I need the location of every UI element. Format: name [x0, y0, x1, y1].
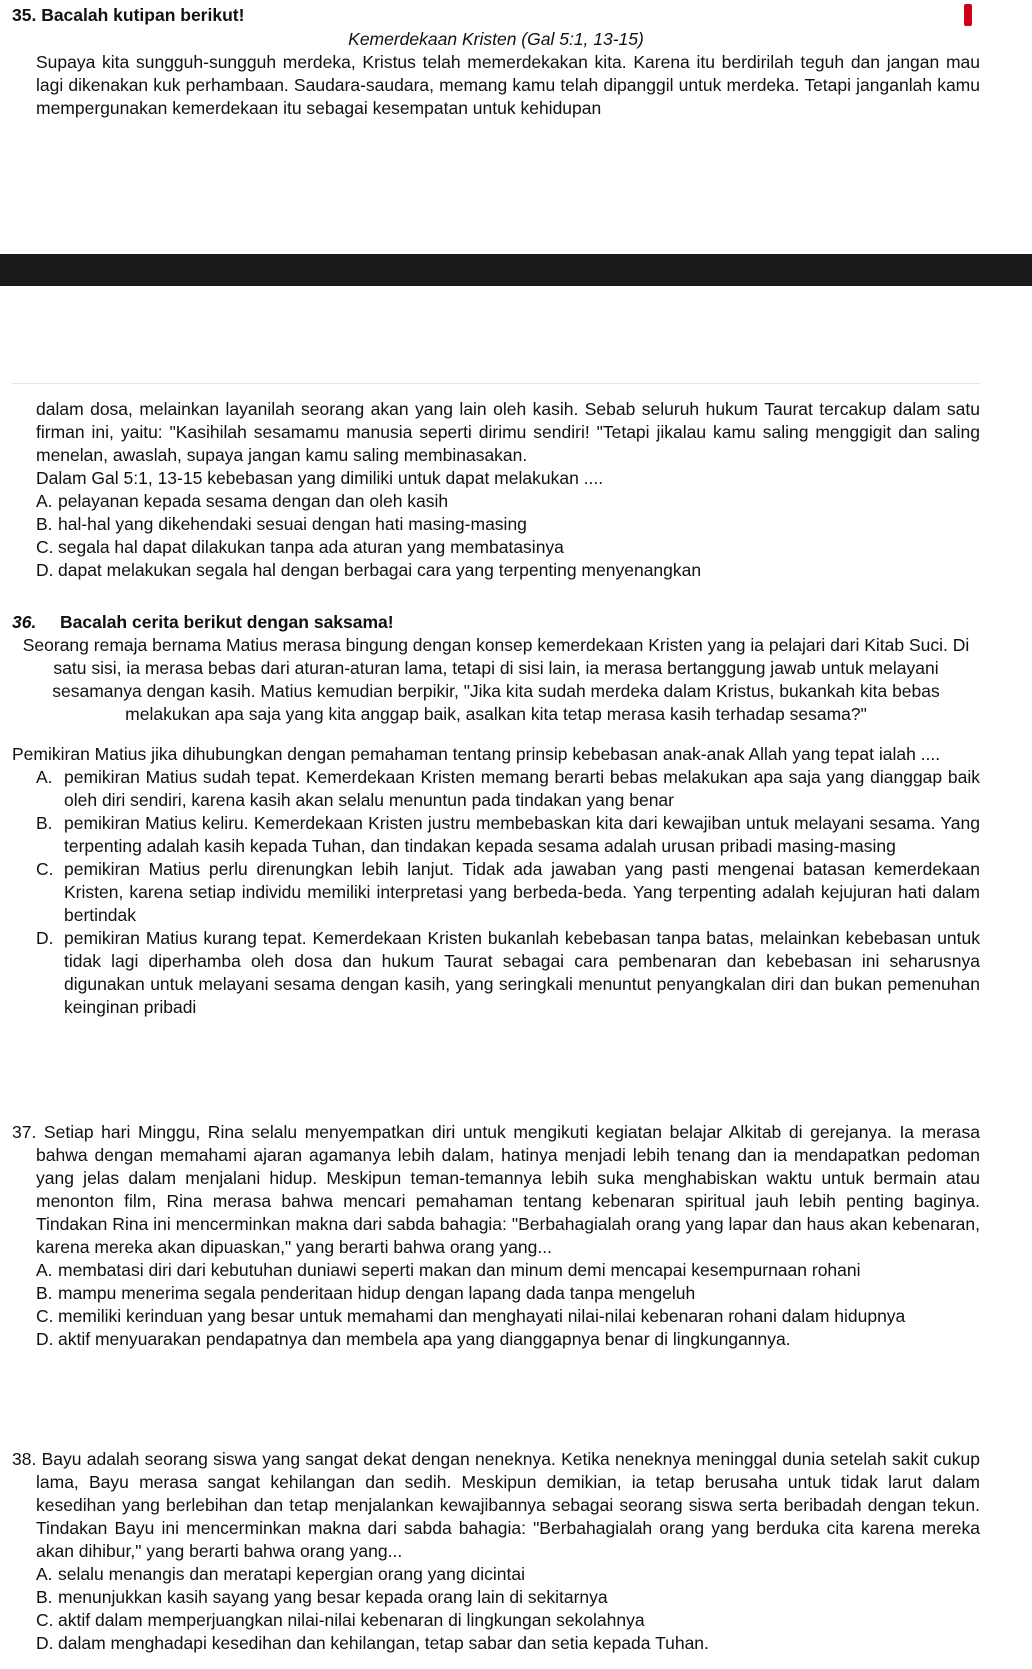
- story-matius: Seorang remaja bernama Matius merasa bingung dengan konsep kemerdekaan Kristen yang ia pelajari dari Kitab Suci. Di satu sisi, ia merasa bebas dari aturan-aturan lama, tetapi di sisi lain, ia merasa bertanggung jawab untuk melayani sesamanya dengan kasih. Matius kemudian berpikir, "Jika kita sudah merdeka dalam Kristus, bukankah kita bebas melakukan apa saja yang kita anggap baik, asalkan kita tetap merasa kasih terhadap sesama?": [22, 635, 970, 724]
- page-break-bar: [0, 254, 1032, 286]
- question-36: [12, 611, 980, 1019]
- option-text: menunjukkan kasih sayang yang besar kepada orang lain di sekitarnya: [58, 1587, 608, 1607]
- passage-title: Kemerdekaan Kristen (Gal 5:1, 13-15): [348, 29, 644, 49]
- q35-option-a[interactable]: [12, 490, 980, 513]
- passage-bottom: dalam dosa, melainkan layanilah seorang akan yang lain oleh kasih. Sebab seluruh hukum Taurat tercakup dalam satu firman ini, yaitu: "Kasihilah sesamamu manusia seperti dirimu sendiri! "Tetapi jikalau kamu saling menggigit dan saling menelan, awaslah, supaya jangan kamu saling membinasakan.: [36, 399, 980, 465]
- q35-option-b[interactable]: [12, 513, 980, 536]
- option-text: aktif dalam memperjuangkan nilai-nilai kebenaran di lingkungan sekolahnya: [58, 1610, 645, 1630]
- option-text: pemikiran Matius keliru. Kemerdekaan Kristen justru membebaskan kita dari kewajiban untuk melayani sesama. Yang terpenting adalah kasih kepada Tuhan, dan tindakan kepada sesama adalah urusan pribadi masing-masing: [64, 813, 980, 856]
- option-label: C.: [36, 859, 54, 879]
- q37-option-a[interactable]: [12, 1259, 980, 1282]
- q35-option-c[interactable]: [12, 536, 980, 559]
- option-label: C.: [36, 1306, 54, 1326]
- option-label: B.: [36, 1587, 53, 1607]
- passage-top: Supaya kita sungguh-sungguh merdeka, Kristus telah memerdekakan kita. Karena itu berdirilah teguh dan jangan mau lagi dikenakan kuk perhambaan. Saudara-saudara, memang kamu telah dipanggil untuk merdeka. Tetapi janganlah kamu mempergunakan kemerdekaan itu sebagai kesempatan untuk kehidupan: [36, 52, 980, 118]
- q36-option-b[interactable]: [12, 812, 980, 858]
- option-text: pemikiran Matius sudah tepat. Kemerdekaan Kristen memang berarti bebas melakukan apa saja yang dianggap baik oleh diri sendiri, karena kasih akan selalu menuntun pada tindakan yang benar: [64, 767, 980, 810]
- question-37-stem: 37. Setiap hari Minggu, Rina selalu menyempatkan diri untuk mengikuti kegiatan belajar Alkitab di gerejanya. Ia merasa bahwa dengan memahami ajaran agamanya lebih dalam, hatinya menjadi lebih tenang dan ia mendapatkan pedoman yang jelas dalam menjalani hidup. Meskipun teman-temannya lebih suka menghabiskan waktu untuk bermain atau menonton film, Rina merasa bahwa mencari pemahaman tentang kebenaran spiritual jauh lebih penting baginya. Tindakan Rina ini mencerminkan makna dari sabda bahagia: "Berbahagialah orang yang lapar dan haus akan kebenaran, karena mereka akan dipuaskan," yang berarti bahwa orang yang...: [12, 1122, 980, 1257]
- question-37: [12, 1121, 980, 1351]
- q38-option-a[interactable]: [12, 1563, 980, 1586]
- option-label: A.: [36, 1564, 53, 1584]
- option-text: pemikiran Matius perlu direnungkan lebih lanjut. Tidak ada jawaban yang pasti mengenai batasan kemerdekaan Kristen, karena setiap individu memiliki interpretasi yang berbeda-beda. Yang terpenting adalah kejujuran hati dalam bertindak: [64, 859, 980, 925]
- question-38-stem: 38. Bayu adalah seorang siswa yang sangat dekat dengan neneknya. Ketika neneknya meninggal dunia setelah sakit cukup lama, Bayu merasa sangat kehilangan dan sedih. Meskipun demikian, ia tetap berusaha untuk tidak larut dalam kesedihan yang berlebihan dan tetap menjalankan kewajibannya sebagai seorang siswa serta beribadah dengan tekun. Tindakan Bayu ini mencerminkan makna dari sabda bahagia: "Berbahagialah orang yang berduka cita karena mereka akan dihibur," yang berarti bahwa orang yang...: [12, 1449, 980, 1561]
- option-text: pemikiran Matius kurang tepat. Kemerdekaan Kristen bukanlah kebebasan tanpa batas, melainkan kebebasan untuk tidak lagi diperhamba oleh dosa dan hukum Taurat sebagai cara pembenaran dan kebebasan ini seharusnya digunakan untuk melayani sesama dengan kasih, yang seringkali menuntut penyangkalan diri dan bukan pemenuhan keinginan pribadi: [64, 928, 980, 1017]
- q38-option-b[interactable]: [12, 1586, 980, 1609]
- question-35-top: [12, 4, 980, 120]
- option-label: D.: [36, 1633, 54, 1653]
- question-36-title: [12, 611, 980, 634]
- option-text: mampu menerima segala penderitaan hidup dengan lapang dada tanpa mengeluh: [58, 1283, 696, 1303]
- question-35-bottom: [12, 398, 980, 582]
- option-label: B.: [36, 514, 53, 534]
- option-text: aktif menyuarakan pendapatnya dan membela apa yang dianggapnya benar di lingkungannya.: [58, 1329, 791, 1349]
- question-36-number: 36.: [12, 612, 37, 632]
- question-35-title: 35. Bacalah kutipan berikut!: [12, 5, 245, 25]
- question-36-heading: Bacalah cerita berikut dengan saksama!: [60, 612, 394, 632]
- option-label: A.: [36, 491, 53, 511]
- option-label: B.: [36, 1283, 53, 1303]
- option-text: membatasi diri dari kebutuhan duniawi seperti makan dan minum demi mencapai kesempurnaan rohani: [58, 1260, 861, 1280]
- option-text: selalu menangis dan meratapi kepergian orang yang dicintai: [58, 1564, 525, 1584]
- q36-option-c[interactable]: [12, 858, 980, 927]
- divider: [12, 383, 980, 384]
- question-38: [12, 1448, 980, 1655]
- option-text: dalam menghadapi kesedihan dan kehilangan, tetap sabar dan setia kepada Tuhan.: [58, 1633, 709, 1653]
- q36-option-d[interactable]: [12, 927, 980, 1019]
- q36-option-a[interactable]: [12, 766, 980, 812]
- q35-option-d[interactable]: [12, 559, 980, 582]
- option-label: D.: [36, 1329, 54, 1349]
- q38-option-c[interactable]: [12, 1609, 980, 1632]
- question-35-prompt: Dalam Gal 5:1, 13-15 kebebasan yang dimiliki untuk dapat melakukan ....: [36, 468, 604, 488]
- option-label: D.: [36, 928, 54, 948]
- q37-option-d[interactable]: [12, 1328, 980, 1351]
- q37-option-b[interactable]: [12, 1282, 980, 1305]
- option-label: C.: [36, 537, 54, 557]
- option-label: D.: [36, 560, 54, 580]
- option-text: dapat melakukan segala hal dengan berbagai cara yang terpenting menyenangkan: [58, 560, 702, 580]
- option-text: pelayanan kepada sesama dengan dan oleh kasih: [58, 491, 449, 511]
- option-text: memiliki kerinduan yang besar untuk memahami dan menghayati nilai-nilai kebenaran rohani dalam hidupnya: [58, 1306, 906, 1326]
- option-label: C.: [36, 1610, 54, 1630]
- option-label: A.: [36, 1260, 53, 1280]
- option-label: B.: [36, 813, 53, 833]
- option-text: segala hal dapat dilakukan tanpa ada aturan yang membatasinya: [58, 537, 564, 557]
- question-36-prompt: Pemikiran Matius jika dihubungkan dengan pemahaman tentang prinsip kebebasan anak-anak Allah yang tepat ialah ....: [12, 744, 941, 764]
- option-label: A.: [36, 767, 53, 787]
- option-text: hal-hal yang dikehendaki sesuai dengan hati masing-masing: [58, 514, 527, 534]
- q38-option-d[interactable]: [12, 1632, 980, 1655]
- q37-option-c[interactable]: [12, 1305, 980, 1328]
